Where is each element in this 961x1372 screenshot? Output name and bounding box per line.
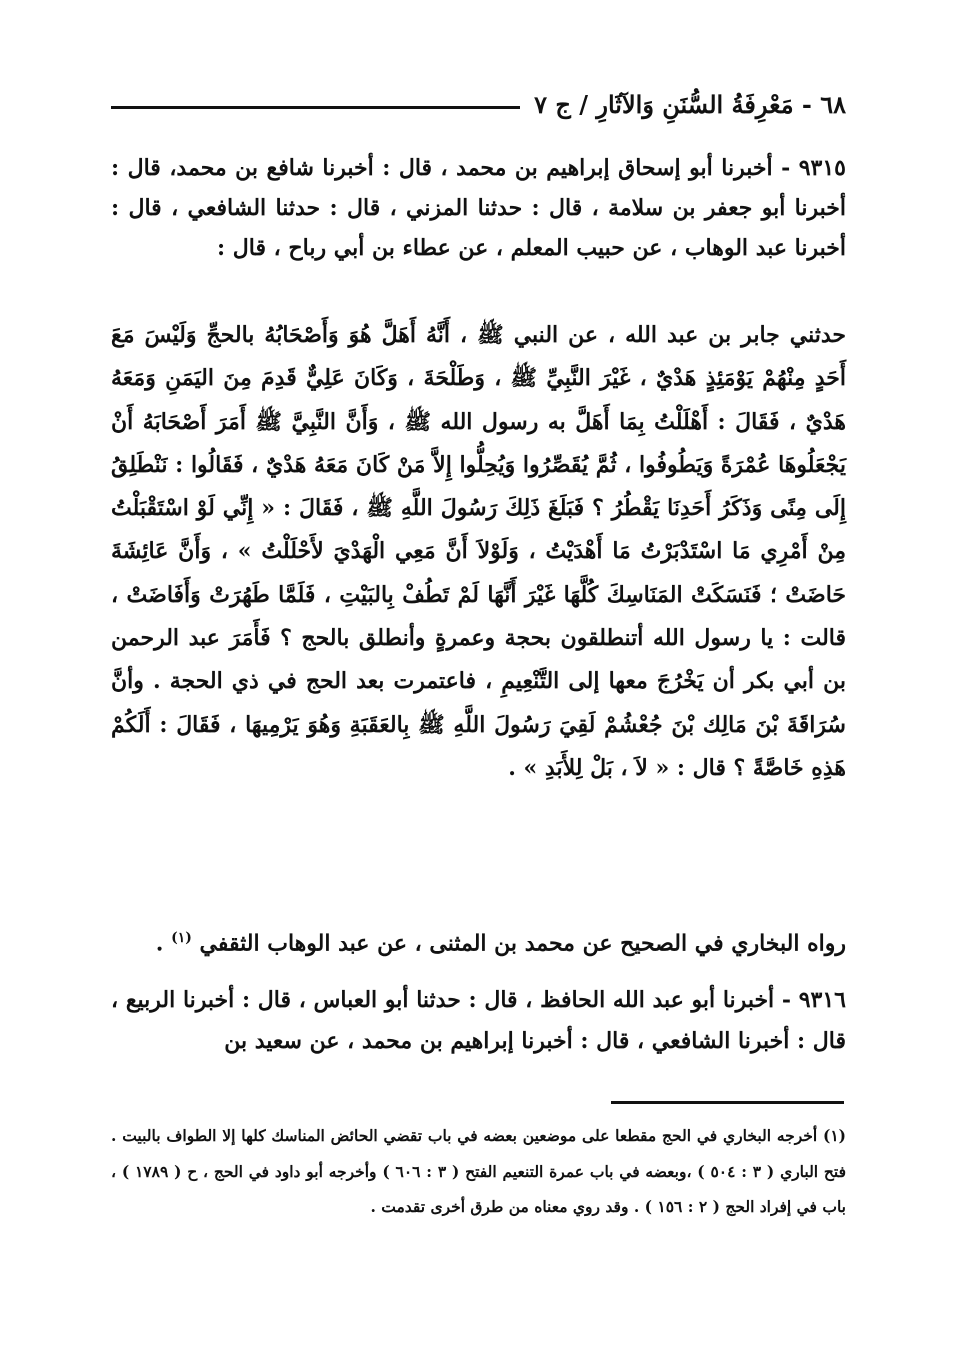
footnote-separator: [611, 1101, 844, 1104]
hadith-9316-isnad: ٩٣١٦ - أخبرنا أبو عبد الله الحافظ ، قال : حدثنا أبو العباس ، قال : أخبرنا الربيع ، قال : أخبرنا الشافعي ، قال : أخبرنا إبراهيم بن محمد ، عن سعيد بن: [111, 987, 846, 1054]
hadith-9315-matn: حدثني جابر بن عبد الله ، عن النبي ﷺ ، أَنَّهُ أَهَلَّ هُوَ وَأَصْحَابُهُ بالحجِّ وَلَيْسَ مَعَ أَحَدٍ مِنْهُمْ يَوْمَئِذٍ هَدْيٌ ، غَيْرَ النَّبِيِّ ﷺ ، وَطَلْحَةَ ، وَكَانَ عَلِيٌّ قَدِمَ مِنَ اليَمَنِ وَمَعَهُ هَدْيٌ ، فَقَالَ : أَهْلَلْتُ بِمَا أَهَلَّ به رسول الله ﷺ ، وَأَنَّ النَّبِيَّ ﷺ أَمَرَ أَصْحَابَهُ أَنْ يَجْعَلُوهَا عُمْرَةً وَيَطُوفُوا ، ثُمَّ يُقَصِّرُوا وَيُحِلُّوا إِلاَّ مَنْ كَانَ مَعَهُ هَدْيٌ ، فَقَالُوا : نَنْطَلِقُ إِلَى مِنًى وَذَكَرُ أَحَدِنَا يَقْطُرُ ؟ فَبَلَغَ ذَلِكَ رَسُولَ اللَّهِ ﷺ ، فَقَالَ : « إِنِّي لَوْ اسْتَقْبَلْتُ مِنْ أَمْرِي مَا اسْتَدْبَرْتُ مَا أَهْدَيْتُ ، وَلَوْلاَ أَنَّ مَعِي الْهَدْيَ لأَحْلَلْتُ » ، وَأَنَّ عَائِشَةَ حَاضَتْ ؛ فَنَسَكَتْ المَنَاسِكَ كُلَّهَا غَيْرَ أَنَّهَا لَمْ تَطُفْ بِالبَيْتِ ، فَلَمَّا طَهُرَتْ وَأَفَاضَتْ ، قالت : يا رسول الله أتنطلقون بحجة وعمرةٍ وأنطلق بالحج ؟ فَأَمَرَ عبد الرحمن بن أبي بكر أن يَخْرُجَ معها إلى التَّنْعِيمِ ، فاعتمرت بعد الحج في ذي الحجة . وأنَّ سُرَاقَةَ بْنَ مَالِك بْنَ جُعْشُمْ لَقِيَ رَسُولَ اللَّهِ ﷺ بِالعَقَبَةِ وَهُوَ يَرْمِيهَا ، فَقَالَ : أَلَكُمْ هَذِهِ خَاصَّةً ؟ قال : « لاَ ، بَلْ لِلأَبَدِ » .: [111, 322, 846, 781]
footnote-ref: (١): [171, 930, 192, 946]
page-header: [111, 84, 846, 124]
running-title: ٦٨ - مَعْرِفَةُ السُّنَنِ وَالآثَارِ / ج ٧: [534, 89, 846, 119]
hadith-9315-isnad: ٩٣١٥ - أخبرنا أبو إسحاق إبراهيم بن محمد ، قال : أخبرنا شافع بن محمد، قال : أخبرنا أبو جعفر بن سلامة ، قال : حدثنا المزني ، قال : حدثنا الشافعي ، قال : أخبرنا عبد الوهاب ، عن حبيب المعلم ، عن عطاء بن أبي رباح ، قال :: [111, 155, 846, 261]
takhrij-note: [111, 918, 846, 963]
footnote-1: (١) أخرجه البخاري في الحج مقطعا على موضعين بعضه في باب تقضي الحائض المناسك كلها إلا الطواف بالبيت . فتح الباري ( ٣ : ٥٠٤ ) ،وبعضه في باب عمرة التنعيم الفتح ( ٣ : ٦٠٦ ) وأخرجه أبو داود في الحج ، ح ( ١٧٨٩ ) ، باب في إفراد الحج ( ٢ : ١٥٦ ) . وقد روي معناه من طرق أخرى تقدمت .: [111, 1126, 847, 1216]
takhrij-end: .: [155, 930, 172, 957]
header-rule: [111, 106, 520, 109]
takhrij-text: رواه البخاري في الصحيح عن محمد بن المثنى ، عن عبد الوهاب الثقفي: [199, 930, 846, 957]
